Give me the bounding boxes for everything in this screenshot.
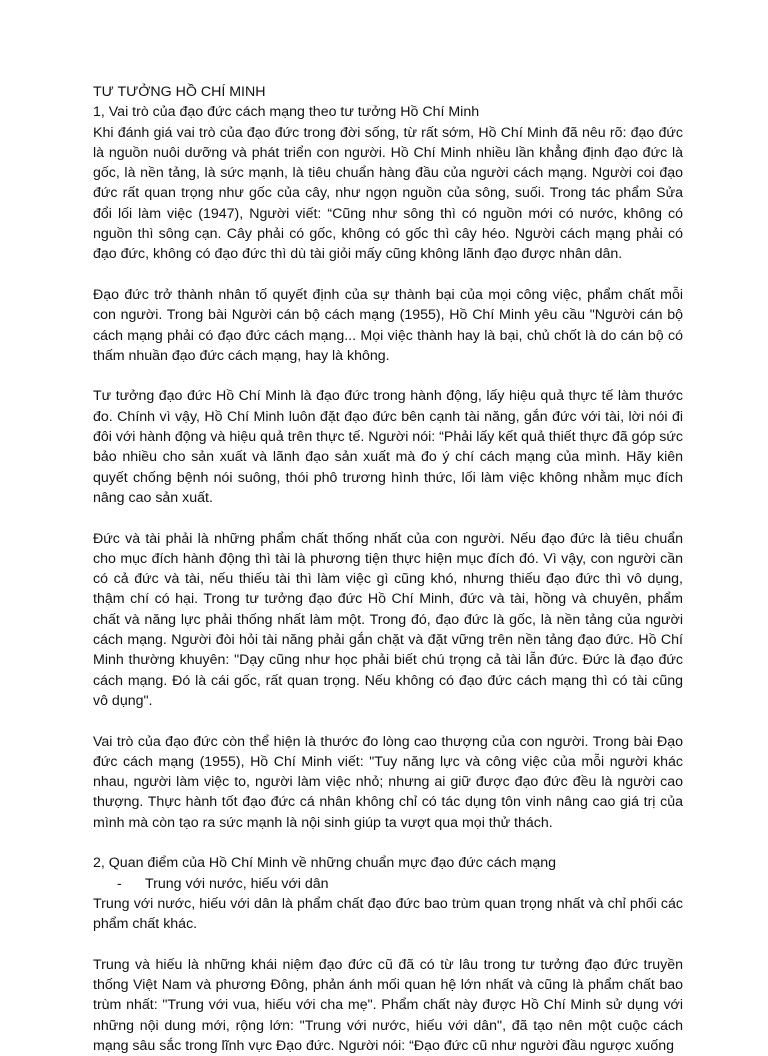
paragraph-6: Trung với nước, hiếu với dân là phẩm chất đạo đức bao trùm quan trọng nhất và chỉ phối các phẩm chất khác.	[93, 895, 683, 933]
bullet-mark: -	[117, 875, 122, 892]
bullet-text: Trung với nước, hiếu với dân	[145, 875, 329, 892]
paragraph-2: Đạo đức trở thành nhân tố quyết định của sự thành bại của mọi công việc, phẩm chất mỗi con người. Trong bài Người cán bộ cách mạng (1955), Hồ Chí Minh yêu cầu "Người cán bộ cách mạng phải có đạo đức cách mạng... Mọi việc thành hay là bại, chủ chốt là do cán bộ có thấm nhuần đạo đức cách mạng, hay là không.	[93, 286, 683, 364]
paragraph-5: Vai trò của đạo đức còn thể hiện là thước đo lòng cao thượng của con người. Trong bài Đạo đức cách mạng (1955), Hồ Chí Minh viết: "Tuy năng lực và công việc của mỗi người khác nhau, người làm việc to, người làm việc nhỏ; nhưng ai giữ được đạo đức đều là người cao thượng. Thực hành tốt đạo đức cá nhân không chỉ có tác dụng tôn vinh nâng cao giá trị của mình mà còn tạo ra sức mạnh là nội sinh giúp ta vượt qua mọi thử thách.	[93, 733, 683, 831]
paragraph-1: Khi đánh giá vai trò của đạo đức trong đời sống, từ rất sớm, Hồ Chí Minh đã nêu rõ: đạo đức là nguồn nuôi dưỡng và phát triển con người. Hồ Chí Minh nhiều lần khẳng định đạo đức là gốc, là nền tảng, là sức mạnh, là tiêu chuẩn hàng đầu của người cách mạng. Người coi đạo đức rất quan trọng như gốc của cây, như ngọn nguồn của sông, suối. Trong tác phẩm Sửa đổi lối làm việc (1947), Người viết: “Cũng như sông thì có nguồn mới có nước, không có nguồn thì sông cạn. Cây phải có gốc, không có gốc thì cây héo. Người cách mạng phải có đạo đức, không có đạo đức thì dù tài giỏi mấy cũng không lãnh đạo được nhân dân.	[93, 124, 683, 263]
section-1-heading: 1, Vai trò của đạo đức cách mạng theo tư tưởng Hồ Chí Minh	[93, 104, 480, 121]
bullet-item	[93, 874, 683, 894]
paragraph-4: Đức và tài phải là những phẩm chất thống nhất của con người. Nếu đạo đức là tiêu chuẩn cho mục đích hành động thì tài là phương tiện thực hiện mục đích đó. Vì vậy, con người cần có cả đức và tài, nếu thiếu tài thì làm việc gì cũng khó, nhưng thiếu đạo đức thì vô dụng, thậm chí có hại. Trong tư tưởng đạo đức Hồ Chí Minh, đức và tài, hồng và chuyên, phẩm chất và năng lực phải thống nhất làm một. Trong đó, đạo đức là gốc, là nền tảng của người cách mạng. Người đòi hỏi tài năng phải gắn chặt và đặt vững trên nền tảng đạo đức. Hồ Chí Minh thường khuyên: "Dạy cũng như học phải biết chú trọng cả tài lẫn đức. Đức là đạo đức cách mạng. Đó là cái gốc, rất quan trọng. Nếu không có đạo đức cách mạng thì có tài cũng vô dụng".	[93, 530, 683, 709]
document-page	[93, 82, 683, 1056]
paragraph-3: Tư tưởng đạo đức Hồ Chí Minh là đạo đức trong hành động, lấy hiệu quả thực tế làm thước đo. Chính vì vậy, Hồ Chí Minh luôn đặt đạo đức bên cạnh tài năng, gắn đức với tài, lời nói đi đôi với hành động và hiệu quả trên thực tế. Người nói: “Phải lấy kết quả thiết thực đã góp sức bảo nhiều cho sản xuất và lãnh đạo sản xuất mà đo ý chí cách mạng của mình. Hãy kiên quyết chống bệnh nói suông, thói phô trương hình thức, lối làm việc không nhằm mục đích nâng cao sản xuất.	[93, 388, 683, 506]
document-title: TƯ TƯỞNG HỒ CHÍ MINH	[93, 84, 266, 100]
paragraph-7: Trung và hiếu là những khái niệm đạo đức cũ đã có từ lâu trong tư tưởng đạo đức truyền thống Việt Nam và phương Đông, phản ánh mối quan hệ lớn nhất và cũng là phẩm chất bao trùm nhất: "Trung với vua, hiếu với cha mẹ". Phẩm chất này được Hồ Chí Minh sử dụng với những nội dung mới, rộng lớn: "Trung với nước, hiếu với dân", đã tạo nên một cuộc cách mạng sâu sắc trong lĩnh vực Đạo đức. Người nói: “Đạo đức cũ như người đầu ngược xuống	[93, 956, 683, 1054]
section-2-heading: 2, Quan điểm của Hồ Chí Minh về những chuẩn mực đạo đức cách mạng	[93, 855, 557, 872]
